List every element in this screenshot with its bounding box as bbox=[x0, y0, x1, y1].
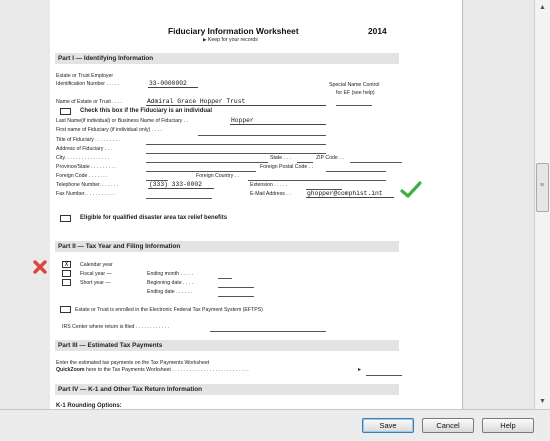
dialog-button-bar bbox=[0, 409, 550, 441]
disaster-relief-label: Eligible for qualified disaster area tax relief benefits bbox=[80, 215, 228, 221]
ending-month-field[interactable] bbox=[218, 278, 232, 279]
irs-center-field[interactable] bbox=[210, 331, 326, 332]
last-name-field[interactable]: Hopper bbox=[230, 117, 326, 125]
fiscal-year-checkbox[interactable] bbox=[62, 270, 71, 277]
part1-header: Part I — Identifying Information bbox=[55, 53, 399, 64]
check-mark-icon bbox=[400, 181, 422, 199]
scrollbar-thumb[interactable] bbox=[536, 163, 549, 212]
estate-name-label: Name of Estate or Trust . . . . bbox=[56, 99, 123, 105]
estate-employer-label: Estate or Trust Employer bbox=[56, 73, 114, 79]
calendar-year-checkbox[interactable]: X bbox=[62, 261, 71, 268]
id-number-field[interactable]: 33-0000002 bbox=[148, 80, 198, 88]
foreign-country-label: Foreign Country . . bbox=[196, 173, 239, 179]
calendar-year-label: Calendar year bbox=[80, 262, 113, 268]
fiduciary-title-label: Title of Fiduciary . . . . . . . . . bbox=[56, 137, 120, 143]
estimated-tax-field[interactable] bbox=[366, 375, 402, 376]
state-label: State . . . bbox=[270, 155, 291, 161]
telephone-field[interactable]: (333) 333-0002 bbox=[148, 181, 214, 189]
worksheet-page bbox=[50, 0, 463, 409]
help-button[interactable]: Help bbox=[482, 418, 534, 433]
fax-field[interactable] bbox=[146, 198, 212, 199]
error-x-icon bbox=[32, 259, 48, 275]
email-label: E-Mail Address . . bbox=[250, 191, 291, 197]
estimated-tax-line1: Enter the estimated tax payments on the Tax Payments Worksheet bbox=[56, 360, 210, 366]
vertical-scrollbar[interactable] bbox=[534, 0, 550, 409]
disaster-relief-checkbox[interactable] bbox=[60, 215, 71, 222]
fiduciary-title-field[interactable] bbox=[146, 144, 326, 145]
part2-header: Part II — Tax Year and Filing Information bbox=[55, 241, 399, 252]
province-label: Province/State . . . . . . . . . bbox=[56, 164, 116, 170]
fiduciary-address-label: Address of Fiduciary . . . bbox=[56, 146, 112, 152]
city-label: City. . . . . . . . . . . . . . . . bbox=[56, 155, 110, 161]
first-name-field[interactable] bbox=[198, 135, 326, 136]
zip-label: ZIP Code . . bbox=[316, 155, 344, 161]
fiduciary-address-field[interactable] bbox=[146, 153, 326, 154]
short-year-checkbox[interactable] bbox=[62, 279, 71, 286]
fiduciary-individual-checkbox[interactable] bbox=[60, 108, 71, 115]
beginning-date-label: Beginning date . . . . bbox=[147, 280, 194, 286]
city-field[interactable] bbox=[146, 162, 268, 163]
beginning-date-field[interactable] bbox=[218, 287, 254, 288]
province-field[interactable] bbox=[146, 171, 256, 172]
scroll-down-arrow-icon[interactable]: ▼ bbox=[539, 398, 546, 405]
quickzoom-arrow-icon: ▸ bbox=[358, 367, 362, 373]
fax-label: Fax Number. . . . . . . . . . . bbox=[56, 191, 115, 197]
estimated-tax-line2 bbox=[56, 367, 249, 373]
ending-month-label: Ending month . . . . . bbox=[147, 271, 194, 277]
estate-name-field[interactable]: Admiral Grace Hopper Trust bbox=[146, 98, 326, 106]
foreign-postal-label: Foreign Postal Code . . bbox=[260, 164, 314, 170]
short-year-label: Short year — bbox=[80, 280, 111, 286]
ending-date-label: Ending date . . . . . . bbox=[147, 289, 192, 295]
foreign-code-label: Foreign Code . . . . . . . bbox=[56, 173, 108, 179]
first-name-label: First name of Fiduciary (if individual only) . . . . bbox=[56, 127, 162, 133]
foreign-country-field[interactable] bbox=[248, 180, 386, 181]
page-title: Fiduciary Information Worksheet bbox=[168, 26, 299, 36]
k1-rounding-label: K-1 Rounding Options: bbox=[56, 403, 122, 409]
quickzoom-line-text: here to the Tax Payments Worksheet . . . . . . . . . . . . . . . . . . . . . . . . . . . bbox=[86, 367, 249, 373]
special-name-control-label: Special Name Control bbox=[329, 82, 380, 88]
eftps-checkbox[interactable] bbox=[60, 306, 71, 313]
subtitle-text: Keep for your records bbox=[207, 37, 258, 43]
ending-date-field[interactable] bbox=[218, 296, 254, 297]
eftps-label: Estate or Trust is enrolled in the Electronic Federal Tax Payment System (EFTPS) bbox=[75, 307, 263, 313]
foreign-postal-field[interactable] bbox=[326, 171, 386, 172]
email-field[interactable]: ghopper@comphist.int bbox=[306, 190, 394, 198]
part3-header: Part III — Estimated Tax Payments bbox=[55, 340, 399, 351]
extension-label: Extension . . . . . bbox=[250, 182, 288, 188]
scroll-up-arrow-icon[interactable]: ▲ bbox=[539, 4, 546, 11]
fiduciary-individual-label: Check this box if the Fiduciary is an individual bbox=[80, 108, 213, 114]
tax-year: 2014 bbox=[368, 26, 387, 36]
page-subtitle bbox=[203, 37, 258, 43]
fiscal-year-label: Fiscal year — bbox=[80, 271, 112, 277]
irs-center-label: IRS Center where return is filed . . . . . . . . . . . . bbox=[62, 324, 169, 330]
last-name-label: Last Name(if individual) or Business Name of Fiduciary . . bbox=[56, 118, 189, 124]
telephone-label: Telephone Number. . . . . . . bbox=[56, 182, 119, 188]
triangle-icon: ▶ bbox=[203, 37, 207, 42]
state-field[interactable] bbox=[297, 162, 313, 163]
save-button[interactable]: Save bbox=[362, 418, 414, 433]
for-ef-label: for EF (see help) bbox=[336, 90, 375, 96]
id-number-label: Identification Number . . . . . bbox=[56, 81, 120, 87]
quickzoom-link[interactable]: QuickZoom bbox=[56, 367, 85, 373]
special-name-control-field[interactable] bbox=[336, 105, 372, 106]
cancel-button[interactable]: Cancel bbox=[422, 418, 474, 433]
zip-field[interactable] bbox=[350, 162, 402, 163]
grip-icon: ≡ bbox=[540, 182, 545, 189]
part4-header: Part IV — K-1 and Other Tax Return Information bbox=[55, 384, 399, 395]
